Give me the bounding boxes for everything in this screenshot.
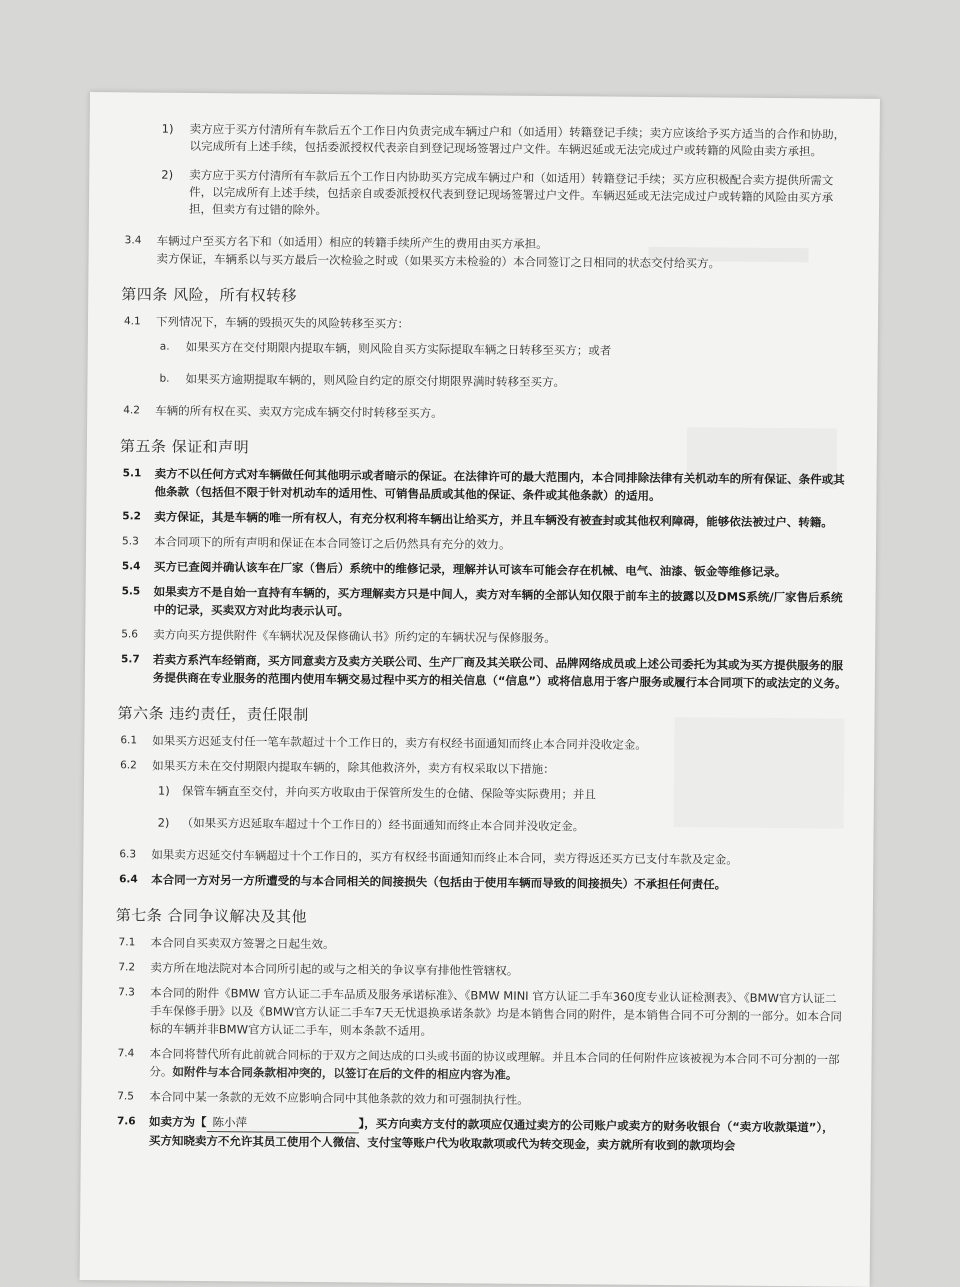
clause-text: 如果卖方迟延交付车辆超过十个工作日的，买方有权经书面通知而终止本合同，卖方得返还买方已支付车款及定金。: [151, 847, 738, 867]
item-text: 保管车辆直至交付，并向买方收取由于保管所发生的仓储、保险等实际费用；并且: [181, 783, 596, 802]
clause-text: 下列情况下，车辆的毁损灭失的风险转移至买方：: [155, 314, 410, 331]
clause-7-1: [111, 933, 846, 957]
clause-7-2: [110, 958, 845, 982]
clause-number: 5.6: [121, 628, 139, 641]
clause-number: 6.2: [120, 759, 137, 772]
clause-4-1: [116, 312, 851, 336]
clause-6-4: [111, 870, 846, 894]
clause-text: 本合同一方对另一方所遭受的与本合同相关的间接损失（包括由于使用车辆而导致的间接损失）不承担任何责任。: [151, 872, 727, 892]
clause-text: 买方已查阅并确认该车在厂家（售后）系统中的维修记录，理解并认可该车可能会存在机械、电气、油漆、钣金等维修记录。: [153, 559, 787, 580]
clause-text-continued: 】，买方向卖方支付的款项应仅通过卖方的公司账户或卖方的财务收银台（“卖方收款渠道”），买方知晓卖方不允许其员工使用个人微信、支付宝等账户代为收取款项或代为转交现金，卖方就所有收到的款项均会: [148, 1116, 834, 1153]
clause-4-1-b: [115, 369, 850, 393]
clause-number: 5.5: [121, 585, 141, 598]
item-number: 1): [157, 783, 170, 798]
clause-6-3: [111, 845, 846, 869]
item-text: 卖方应于买方付清所有车款后五个工作日内负责完成车辆过户和（如适用）转籍登记手续；卖方应该给予买方适当的合作和协助，以完成所有上述手续，包括委派授权代表亲自到登记现场签署过户文件。车辆迟延或无法完成过户或转籍的风险由卖方承担。: [189, 121, 846, 159]
section-7-title: 第七条 合同争议解决及其他: [115, 906, 308, 926]
clause-number: 7.1: [118, 936, 136, 949]
clause-number: 6.1: [120, 734, 138, 747]
item-text: 卖方应于买方付清所有车款后五个工作日内协助买方完成车辆过户和（如适用）转籍登记手续；买方应积极配合卖方提供所需文件，以完成所有上述手续，包括亲自或委派授权代表到登记现场签署过户文件。车辆迟延或无法完成过户或转籍的风险由买方承担，但卖方有过错的除外。: [188, 167, 834, 218]
clause-number: 5.2: [122, 510, 141, 523]
clause-text: 车辆的所有权在买、卖双方完成车辆交付时转移至买方。: [155, 403, 443, 421]
clause-text: 本合同项下的所有声明和保证在本合同签订之后仍然具有充分的效力。: [154, 534, 511, 552]
clause-text: 车辆过户至买方名下和（如适用）相应的转籍手续所产生的费用由买方承担。: [156, 233, 548, 251]
clause-number: 4.2: [123, 404, 140, 417]
item-number: 2): [157, 815, 170, 830]
clause-3-3-item-1: [117, 120, 852, 160]
clause-number: 7.6: [116, 1115, 136, 1128]
clause-number: 5.4: [121, 560, 141, 573]
clause-5-3: [114, 532, 849, 556]
section-5-title: 第五条 保证和声明: [119, 437, 250, 457]
clause-number: 6.4: [119, 873, 138, 886]
clause-number: 5.3: [122, 535, 139, 548]
clause-text: 如果买方迟延支付任一笔车款超过十个工作日的，卖方有权经书面通知而终止本合同并没收定金。: [152, 733, 647, 752]
item-text: （如果买方迟延取车超过十个工作日的）经书面通知而终止本合同并没收定金。: [181, 815, 585, 834]
clause-number: 7.3: [118, 986, 135, 999]
clause-3-4: [116, 231, 851, 273]
clause-text-bold: 如附件与本合同条款相冲突的，以签订在后的文件的相应内容为准。: [172, 1064, 518, 1082]
item-letter: a.: [159, 340, 170, 353]
clause-number: 5.1: [122, 467, 142, 480]
clause-text: 本合同将替代所有此前就合同标的于双方之间达成的口头或书面的协议或理解。并且本合同的任何附件应该被视为本合同不可分割的一部分。: [149, 1046, 840, 1079]
clause-7-3: [110, 983, 845, 1043]
clause-7-4: [109, 1044, 844, 1086]
item-text: 如果买方在交付期限内提取车辆，则风险自买方实际提取车辆之日转移至买方；或者: [185, 339, 612, 358]
clause-number: 4.1: [123, 315, 141, 328]
clause-4-2: [115, 401, 850, 425]
clause-number: 6.3: [119, 848, 137, 861]
clause-text: 本合同的附件《BMW 官方认证二手车品质及服务承诺标准》、《BMW MINI 官方认证二手车360度专业认证检测表》、《BMW官方认证二手车保修手册》以及《BMW官方认证二手车7天无忧退换承诺条款》均是本销售合同的附件，是本销售合同不可分割的一部分。如本合同标的车辆并非BMW官方认证二手车，则本条款不适用。: [149, 985, 843, 1039]
clause-7-5: [109, 1087, 844, 1111]
clause-text: 若卖方系汽车经销商，买方同意卖方及卖方关联公司、生产厂商及其关联公司、品牌网络成员或上述公司委托为其或为买方提供服务的服务提供商在专业服务的范围内使用车辆交易过程中买方的相关信息（“信息”）或将信息用于客户服务或履行本合同项下的或法定的义务。: [152, 652, 847, 691]
seller-name-field: 陈小萍: [206, 1113, 358, 1133]
clause-number: 3.4: [124, 234, 142, 247]
clause-text: 本合同中某一条款的无效不应影响合同中其他条款的效力和可强制执行性。: [149, 1089, 529, 1107]
clause-text: 如果卖方不是自始一直持有车辆的，买方理解卖方只是中间人，卖方对车辆的全部认知仅限于前车主的披露以及DMS系统/厂家售后系统中的记录，买卖双方对此均表示认可。: [153, 584, 843, 619]
clause-6-2-item-2: [112, 813, 847, 837]
clause-5-7: [113, 650, 848, 692]
section-4-title: 第四条 风险，所有权转移: [121, 285, 298, 305]
clause-number: 7.4: [117, 1047, 135, 1060]
clause-5-5: [113, 582, 848, 624]
clause-text: 卖方保证，其是车辆的唯一所有权人，有充分权利将车辆出让给买方，并且车辆没有被查封或其他权利障碍，能够依法被过户、转籍。: [154, 509, 833, 530]
contract-content: [109, 120, 853, 1162]
clause-4-1-a: [116, 337, 851, 361]
item-number: 2): [161, 167, 174, 182]
section-6-title: 第六条 违约责任，责任限制: [117, 704, 309, 724]
clause-5-4: [114, 557, 849, 581]
clause-number: 7.5: [117, 1090, 134, 1103]
clause-text: 卖方向买方提供附件《车辆状况及保修确认书》所约定的车辆状况与保修服务。: [153, 627, 556, 646]
item-letter: b.: [159, 372, 170, 385]
clause-text: 卖方所在地法院对本合同所引起的或与之相关的争议享有排他性管辖权。: [150, 960, 519, 978]
clause-text: 如果买方未在交付期限内提取车辆的，除其他救济外，卖方有权采取以下措施：: [152, 758, 555, 777]
clause-3-3-item-2: [117, 166, 852, 223]
clause-7-6: [109, 1112, 844, 1155]
clause-number: 5.7: [120, 653, 140, 666]
clause-text: 本合同自买卖双方签署之日起生效。: [150, 935, 335, 952]
clause-5-6: [113, 625, 848, 649]
clause-6-1: [112, 731, 847, 755]
clause-6-2-item-1: [112, 781, 847, 805]
clause-number: 7.2: [118, 961, 136, 974]
clause-text: 如卖方为【: [148, 1114, 207, 1130]
item-number: 1): [161, 121, 174, 136]
item-text: 如果买方逾期提取车辆的，则风险自约定的原交付期限界满时转移至买方。: [185, 371, 566, 390]
clause-text: 卖方不以任何方式对车辆做任何其他明示或者暗示的保证。在法律许可的最大范围内，本合同排除法律有关机动车的所有保证、条件或其他条款（包括但不限于针对机动车的适用性、可销售品质或其他的保证、条件或其他条款）的适用。: [154, 466, 845, 503]
clause-6-2: [112, 756, 847, 780]
clause-5-1: [114, 464, 849, 506]
contract-page: [80, 92, 880, 1287]
clause-5-2: [114, 507, 849, 531]
clause-text-continued: 卖方保证，车辆系以与买方最后一次检验之时或（如果买方未检验的）本合同签订之日相同的状态交付给买方。: [156, 251, 721, 271]
